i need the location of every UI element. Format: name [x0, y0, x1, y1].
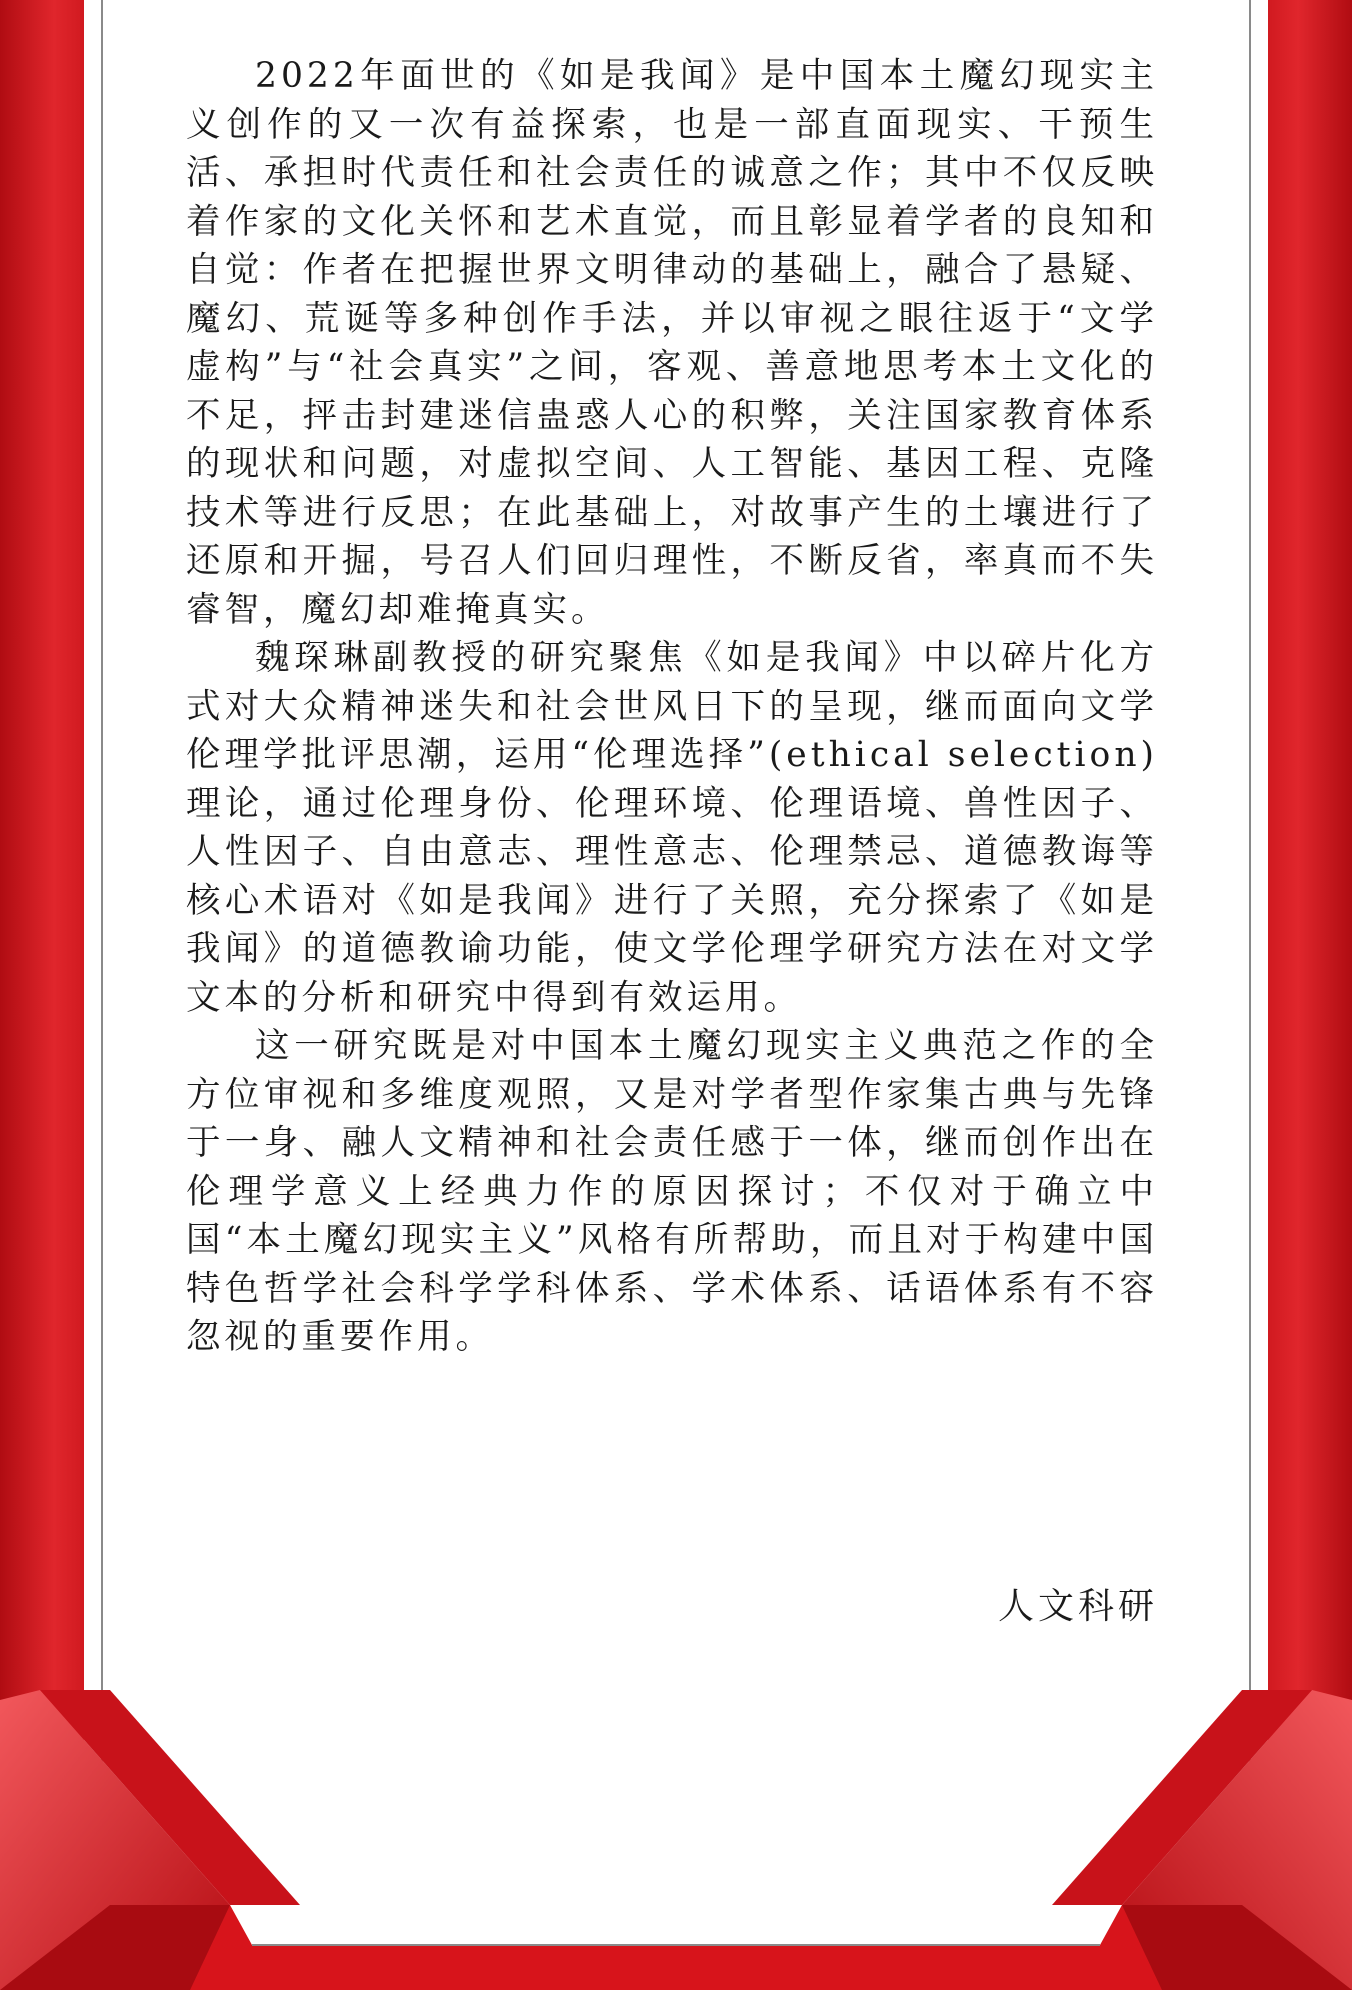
paragraph-1: 2022年面世的《如是我闻》是中国本土魔幻现实主义创作的又一次有益探索，也是一部直面现实、干预生活、承担时代责任和社会责任的诚意之作；其中不仅反映着作家的文化关怀和艺术直觉，而且彰显着学者的良知和自觉：作者在把握世界文明律动的基础上，融合了悬疑、魔幻、荒诞等多种创作手法，并以审视之眼往返于“文学虚构”与“社会真实”之间，客观、善意地思考本土文化的不足，抨击封建迷信蛊惑人心的积弊，关注国家教育体系的现状和问题，对虚拟空间、人工智能、基因工程、克隆技术等进行反思；在此基础上，对故事产生的土壤进行了还原和开掘，号召人们回归理性，不断反省，率真而不失睿智，魔幻却难掩真实。 — [186, 56, 1158, 630]
signature: 人文科研 — [997, 1586, 1158, 1627]
paragraph-2: 魏琛琳副教授的研究聚焦《如是我闻》中以碎片化方式对大众精神迷失和社会世风日下的呈现，继而面向文学伦理学批评思潮，运用“伦理选择”(ethical selection)理论，通过伦理身份、伦理环境、伦理语境、兽性因子、人性因子、自由意志、理性意志、伦理禁忌、道德教诲等核心术语对《如是我闻》进行了关照，充分探索了《如是我闻》的道德教谕功能，使文学伦理学研究方法在对文学文本的分析和研究中得到有效运用。 — [186, 638, 1158, 1018]
paragraph-3: 这一研究既是对中国本土魔幻现实主义典范之作的全方位审视和多维度观照，又是对学者型作家集古典与先锋于一身、融人文精神和社会责任感于一体，继而创作出在伦理学意义上经典力作的原因探讨；不仅对于确立中国“本土魔幻现实主义”风格有所帮助，而且对于构建中国特色哲学社会科学学科体系、学术体系、话语体系有不容忽视的重要作用。 — [186, 1026, 1158, 1357]
article-body — [186, 52, 1158, 1362]
paper-bottom-edge — [230, 1905, 1122, 1945]
